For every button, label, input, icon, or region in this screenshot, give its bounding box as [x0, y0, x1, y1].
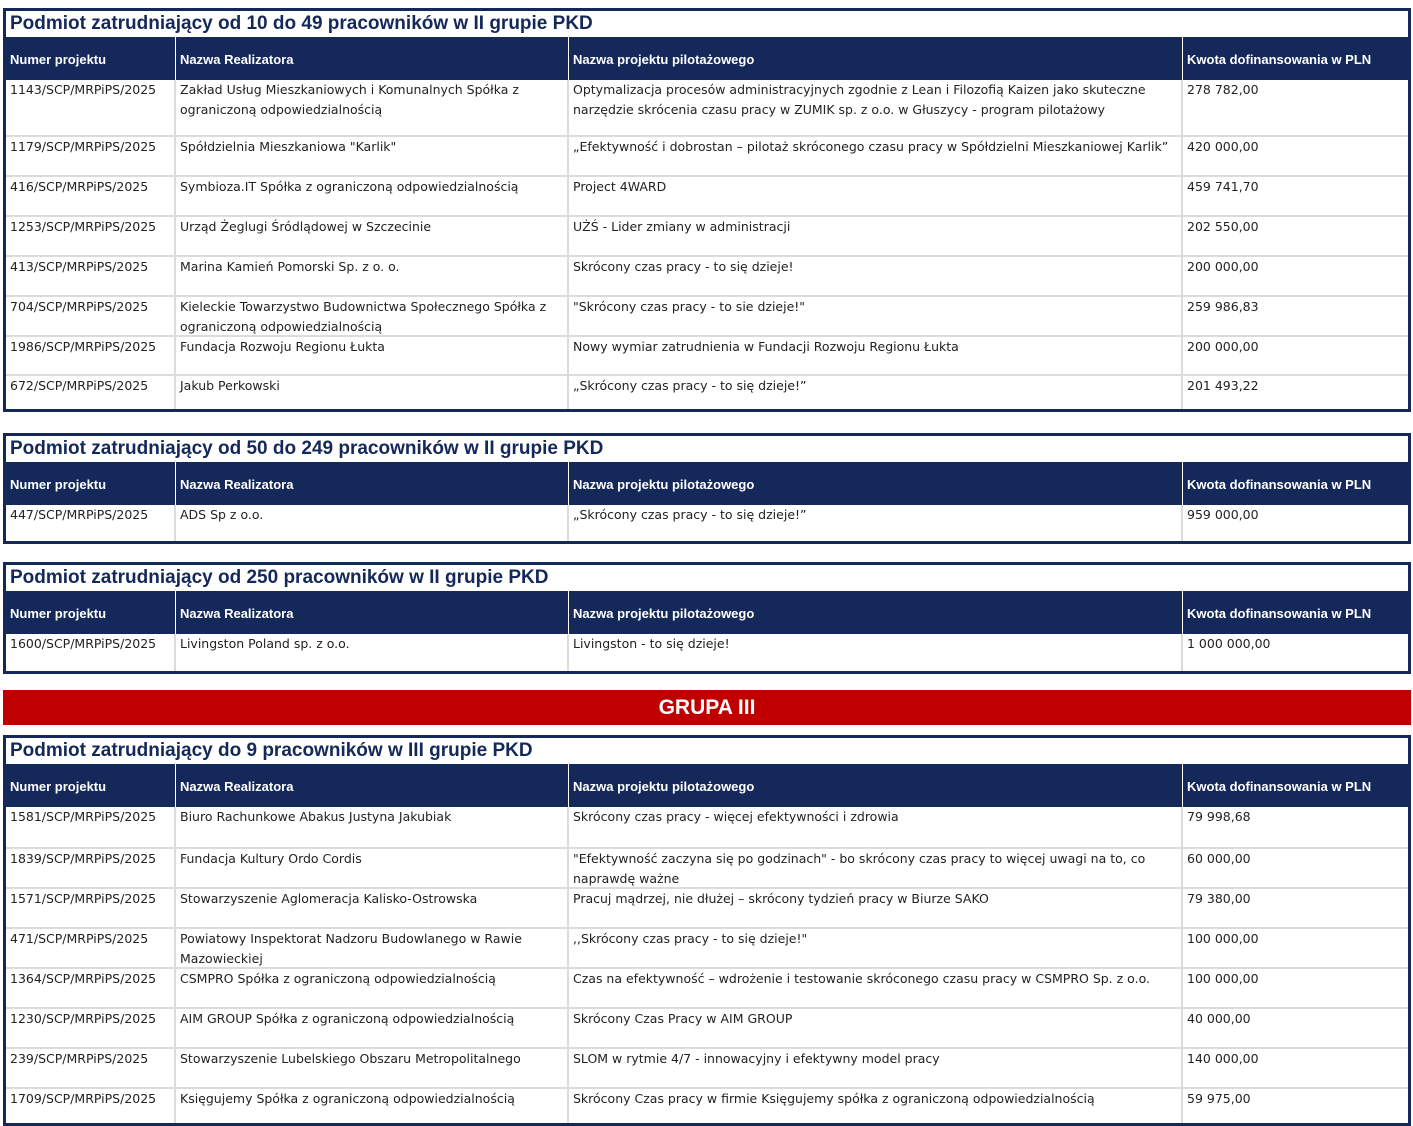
cell-contractor: Kieleckie Towarzystwo Budownictwa Społecznego Spółka z ograniczoną odpowiedzialnością — [176, 297, 569, 335]
cell-project-no: 1709/SCP/MRPiPS/2025 — [6, 1089, 176, 1123]
cell-pilot-name: Skrócony Czas pracy w firmie Księgujemy spółka z ograniczoną odpowiedzialnością — [569, 1089, 1183, 1123]
cell-amount: 459 741,70 — [1187, 179, 1259, 194]
table-row — [6, 175, 1408, 215]
cell-pilot-name: Czas na efektywność – wdrożenie i testowanie skróconego czasu pracy w CSMPRO Sp. z o.o. — [569, 969, 1183, 1007]
cell-pilot-name: Skrócony Czas Pracy w AIM GROUP — [569, 1009, 1183, 1047]
cell-contractor: Urząd Żeglugi Śródlądowej w Szczecinie — [176, 217, 569, 255]
cell-pilot-name: „Skrócony czas pracy - to się dzieje!” — [569, 505, 1183, 541]
cell-pilot-name: Nowy wymiar zatrudnienia w Fundacji Rozwoju Regionu Łukta — [569, 337, 1183, 374]
table-header — [6, 764, 1408, 807]
cell-pilot-name: Project 4WARD — [569, 177, 1183, 215]
cell-contractor: Biuro Rachunkowe Abakus Justyna Jakubiak — [176, 807, 569, 847]
table-header — [6, 37, 1408, 80]
cell-amount: 100 000,00 — [1187, 931, 1259, 946]
cell-project-no: 447/SCP/MRPiPS/2025 — [6, 505, 176, 541]
section-title: Podmiot zatrudniający od 50 do 249 pracowników w II grupie PKD — [6, 436, 1408, 462]
cell-pilot-name: SLOM w rytmie 4/7 - innowacyjny i efektywny model pracy — [569, 1049, 1183, 1087]
table-row — [6, 1087, 1408, 1123]
col-header-pilot-name: Nazwa projektu pilotażowego — [569, 764, 1183, 807]
table-body — [6, 634, 1408, 671]
cell-project-no: 1143/SCP/MRPiPS/2025 — [6, 80, 176, 135]
col-header-project-no: Numer projektu — [6, 37, 176, 80]
section-50-249-group-ii — [3, 433, 1411, 544]
col-header-amount: Kwota dofinansowania w PLN — [1187, 52, 1372, 67]
table-row — [6, 967, 1408, 1007]
section-10-49-group-ii — [3, 8, 1411, 412]
cell-contractor: Stowarzyszenie Aglomeracja Kalisko-Ostrowska — [176, 889, 569, 927]
section-title: Podmiot zatrudniający od 10 do 49 pracowników w II grupie PKD — [6, 11, 1408, 37]
cell-pilot-name: ,,Skrócony czas pracy - to się dzieje!" — [569, 929, 1183, 967]
cell-contractor: CSMPRO Spółka z ograniczoną odpowiedzialnością — [176, 969, 569, 1007]
cell-pilot-name: Skrócony czas pracy - to się dzieje! — [569, 257, 1183, 295]
cell-pilot-name: Pracuj mądrzej, nie dłużej – skrócony tydzień pracy w Biurze SAKO — [569, 889, 1183, 927]
cell-amount: 60 000,00 — [1187, 851, 1251, 866]
cell-project-no: 672/SCP/MRPiPS/2025 — [6, 376, 176, 409]
col-header-contractor: Nazwa Realizatora — [176, 591, 569, 634]
cell-project-no: 1230/SCP/MRPiPS/2025 — [6, 1009, 176, 1047]
cell-amount: 200 000,00 — [1187, 339, 1259, 354]
col-header-amount: Kwota dofinansowania w PLN — [1187, 477, 1372, 492]
cell-project-no: 1986/SCP/MRPiPS/2025 — [6, 337, 176, 374]
col-header-contractor: Nazwa Realizatora — [176, 764, 569, 807]
cell-project-no: 416/SCP/MRPiPS/2025 — [6, 177, 176, 215]
cell-contractor: Powiatowy Inspektorat Nadzoru Budowlanego w Rawie Mazowieckiej — [176, 929, 569, 967]
col-header-project-no: Numer projektu — [6, 462, 176, 505]
col-header-pilot-name: Nazwa projektu pilotażowego — [569, 37, 1183, 80]
cell-pilot-name: „Skrócony czas pracy - to się dzieje!” — [569, 376, 1183, 409]
col-header-amount: Kwota dofinansowania w PLN — [1187, 606, 1372, 621]
cell-contractor: Zakład Usług Mieszkaniowych i Komunalnych Spółka z ograniczoną odpowiedzialnością — [176, 80, 569, 135]
table-row — [6, 374, 1408, 409]
table-row — [6, 1047, 1408, 1087]
cell-amount: 278 782,00 — [1187, 82, 1259, 97]
table-header — [6, 591, 1408, 634]
table-row — [6, 255, 1408, 295]
cell-amount: 79 998,68 — [1187, 809, 1251, 824]
cell-amount: 420 000,00 — [1187, 139, 1259, 154]
cell-amount: 40 000,00 — [1187, 1011, 1251, 1026]
cell-amount: 100 000,00 — [1187, 971, 1259, 986]
table-row — [6, 1007, 1408, 1047]
cell-pilot-name: Skrócony czas pracy - więcej efektywności i zdrowia — [569, 807, 1183, 847]
cell-amount: 1 000 000,00 — [1187, 636, 1271, 651]
cell-pilot-name: Optymalizacja procesów administracyjnych zgodnie z Lean i Filozofią Kaizen jako skuteczne narzędzie skrócenia czasu pracy w ZUMIK sp. z o.o. w Głuszycy - program pilotażowy — [569, 80, 1183, 135]
col-header-contractor: Nazwa Realizatora — [176, 37, 569, 80]
col-header-contractor: Nazwa Realizatora — [176, 462, 569, 505]
cell-contractor: Symbioza.IT Spółka z ograniczoną odpowiedzialnością — [176, 177, 569, 215]
cell-project-no: 1364/SCP/MRPiPS/2025 — [6, 969, 176, 1007]
cell-contractor: Jakub Perkowski — [176, 376, 569, 409]
group-iii-banner: GRUPA III — [3, 690, 1411, 725]
table-row — [6, 634, 1408, 671]
table-body — [6, 807, 1408, 1123]
table-row — [6, 847, 1408, 887]
cell-project-no: 1839/SCP/MRPiPS/2025 — [6, 849, 176, 887]
section-250-group-ii — [3, 562, 1411, 674]
cell-amount: 79 380,00 — [1187, 891, 1251, 906]
col-header-amount: Kwota dofinansowania w PLN — [1187, 779, 1372, 794]
col-header-pilot-name: Nazwa projektu pilotażowego — [569, 462, 1183, 505]
cell-project-no: 413/SCP/MRPiPS/2025 — [6, 257, 176, 295]
table-row — [6, 807, 1408, 847]
cell-contractor: Marina Kamień Pomorski Sp. z o. o. — [176, 257, 569, 295]
cell-amount: 140 000,00 — [1187, 1051, 1259, 1066]
cell-project-no: 1179/SCP/MRPiPS/2025 — [6, 137, 176, 175]
cell-contractor: Stowarzyszenie Lubelskiego Obszaru Metropolitalnego — [176, 1049, 569, 1087]
col-header-project-no: Numer projektu — [6, 764, 176, 807]
cell-contractor: Księgujemy Spółka z ograniczoną odpowiedzialnością — [176, 1089, 569, 1123]
cell-pilot-name: "Efektywność zaczyna się po godzinach" - bo skrócony czas pracy to więcej uwagi na to, co naprawdę ważne — [569, 849, 1183, 887]
cell-contractor: Fundacja Kultury Ordo Cordis — [176, 849, 569, 887]
cell-contractor: AIM GROUP Spółka z ograniczoną odpowiedzialnością — [176, 1009, 569, 1047]
table-row — [6, 505, 1408, 541]
table-body — [6, 505, 1408, 541]
cell-project-no: 471/SCP/MRPiPS/2025 — [6, 929, 176, 967]
table-row — [6, 215, 1408, 255]
cell-amount: 200 000,00 — [1187, 259, 1259, 274]
cell-amount: 59 975,00 — [1187, 1091, 1251, 1106]
cell-amount: 959 000,00 — [1187, 507, 1259, 522]
table-row — [6, 927, 1408, 967]
table-body — [6, 80, 1408, 409]
section-9-group-iii — [3, 735, 1411, 1126]
table-row — [6, 295, 1408, 335]
cell-contractor: Fundacja Rozwoju Regionu Łukta — [176, 337, 569, 374]
cell-project-no: 1253/SCP/MRPiPS/2025 — [6, 217, 176, 255]
cell-project-no: 704/SCP/MRPiPS/2025 — [6, 297, 176, 335]
cell-amount: 201 493,22 — [1187, 378, 1259, 393]
col-header-pilot-name: Nazwa projektu pilotażowego — [569, 591, 1183, 634]
table-header — [6, 462, 1408, 505]
cell-amount: 202 550,00 — [1187, 219, 1259, 234]
table-row — [6, 887, 1408, 927]
cell-pilot-name: Livingston - to się dzieje! — [569, 634, 1183, 671]
cell-project-no: 239/SCP/MRPiPS/2025 — [6, 1049, 176, 1087]
table-row — [6, 135, 1408, 175]
cell-contractor: Livingston Poland sp. z o.o. — [176, 634, 569, 671]
col-header-project-no: Numer projektu — [6, 591, 176, 634]
section-title: Podmiot zatrudniający do 9 pracowników w III grupie PKD — [6, 738, 1408, 764]
section-title: Podmiot zatrudniający od 250 pracowników w II grupie PKD — [6, 565, 1408, 591]
cell-project-no: 1581/SCP/MRPiPS/2025 — [6, 807, 176, 847]
cell-pilot-name: "Skrócony czas pracy - to sie dzieje!" — [569, 297, 1183, 335]
cell-pilot-name: „Efektywność i dobrostan – pilotaż skróconego czasu pracy w Spółdzielni Mieszkaniowej Karlik” — [569, 137, 1183, 175]
table-row — [6, 335, 1408, 374]
cell-pilot-name: UŻŚ - Lider zmiany w administracji — [569, 217, 1183, 255]
cell-project-no: 1571/SCP/MRPiPS/2025 — [6, 889, 176, 927]
cell-contractor: Spółdzielnia Mieszkaniowa "Karlik" — [176, 137, 569, 175]
cell-project-no: 1600/SCP/MRPiPS/2025 — [6, 634, 176, 671]
cell-contractor: ADS Sp z o.o. — [176, 505, 569, 541]
cell-amount: 259 986,83 — [1187, 299, 1259, 314]
table-row — [6, 80, 1408, 135]
